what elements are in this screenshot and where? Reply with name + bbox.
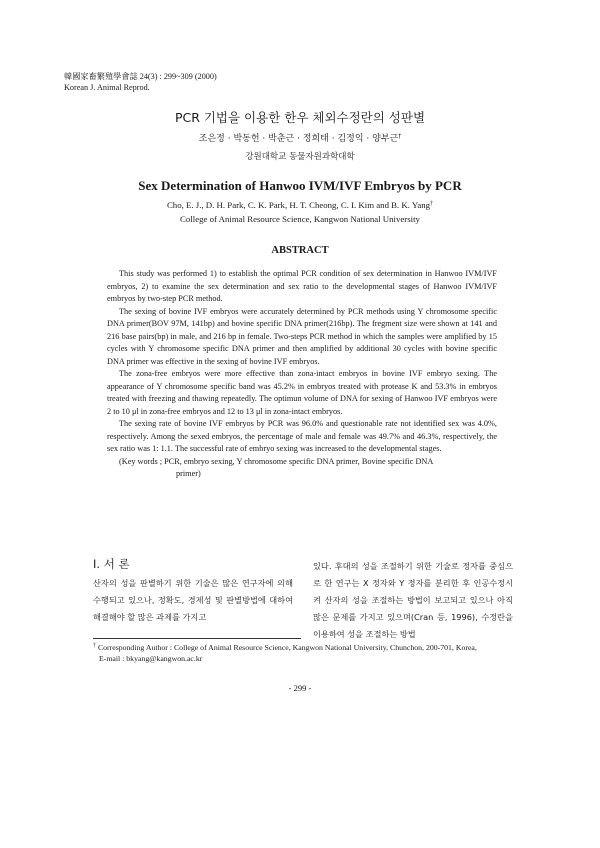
abstract-paragraph: The sexing of bovine IVF embryos were accurately determined by PCR methods using Y chromosome specific DNA primer(BOV 97M, 141bp) and bovine specific DNA primer(216bp). The fregment size were shown at 141 and 216 base pairs(bp) in male, and 216 bp in female. Two-steps PCR method in which the samples were amplified by 15 cycles with Y chromosome specific DNA primer and then amplified by additional 30 cycles with bovine specific DNA primer was effective in the sexing of bovine IVF embryos. [107,306,497,366]
abstract-heading: ABSTRACT [271,245,329,256]
abstract-paragraph: This study was performed 1) to establish the optimal PCR condition of sex determination in Hanwoo IVM/IVF embryos, 2) to examine the sex determination and sex ratio to the developmental stages of Hanwoo IVM/IVF embryos by two-step PCR method. [107,269,497,303]
body-paragraph-left: 산자의 성을 판별하기 위한 기술은 많은 연구자에 의해 수행되고 있으나, 정확도, 경제성 및 판별방법에 대하여 해결해야 할 많은 과제를 가지고 [93,578,293,622]
english-title: Sex Determination of Hanwoo IVM/IVF Embryos by PCR [138,178,462,193]
dagger-mark: † [398,133,402,140]
journal-citation-en: Korean J. Animal Reprod. [64,82,150,92]
english-affiliation: College of Animal Resource Science, Kangwon National University [180,214,420,224]
abstract-paragraph: The sexing rate of bovine IVF embryos by PCR was 96.0% and questionable rate not identified sex was 4.0%, respectively. Among the sexed embryos, the percentage of male and female was 49.7% and 46.3%, respectively, the sex ratio was 1: 1.1. The successful rate of embryo sexing was increased to the developmental stages. [107,419,497,453]
abstract-paragraph: The zona-free embryos were more effective than zona-intact embryos in bovine IVF embryo sexing. The appearance of Y chromosome specific band was 45.2% in embryos treated with protease K and 53.3% in embryos treated with freezing and thawing repeatedly. The optimun volume of DNA for sexing of Hanwoo IVF embryos were 2 to 10 μl in zona-free embryos and 12 to 13 μl in zona-intact embryos. [107,369,497,416]
corresponding-author: Corresponding Author : College of Animal Resource Science, Kangwon National University, Chunchon, 200-701, Korea, [97,643,477,652]
korean-affiliation: 강원대학교 동물자원과학대학 [245,152,355,162]
footnote-divider [93,638,301,639]
footnote-line [93,641,523,653]
page-number: - 299 - [288,683,312,693]
korean-title: PCR 기법을 이용한 한우 체외수정란의 성판별 [174,110,426,125]
journal-header [64,72,217,93]
body-paragraph-right: 있다. 후대의 성을 조절하기 위한 기술로 정자를 중심으로 한 연구는 X 정자와 Y 정자를 분리한 후 인공수정시켜 산자의 성을 조절하는 방법이 보고되고 있으나 아직 많은 문제를 가지고 있으며(Cran 등, 1996), 수정란을 이용하여 성을 조절하는 방법 [313,561,513,639]
body-left-column [93,575,293,626]
english-author-list: Cho, E. J., D. H. Park, C. K. Park, H. T. Cheong, C. I. Kim and B. K. Yang [166,200,431,210]
korean-author-list: 조은정 · 박동헌 · 박춘근 · 정희태 · 김정익 · 양부근 [198,134,399,144]
footnote [93,641,523,664]
english-authors [0,200,600,210]
dagger-mark: † [93,643,96,649]
dagger-mark: † [430,201,434,207]
section-heading: Ⅰ. 서 론 [93,557,130,571]
journal-citation-kr: 韓國家畜繁殖學會誌 24(3) : 299~309 (2000) [64,72,217,81]
keywords-line-continued: primer) [176,469,201,478]
abstract-body [107,268,497,481]
body-right-column [313,558,513,643]
footnote-email: E-mail : bkyang@kangwon.ac.kr [99,654,203,663]
keywords-line: (Key words ; PCR, embryo sexing, Y chromosome specific DNA primer, Bovine specific DNA [119,456,434,466]
korean-authors [0,131,600,144]
